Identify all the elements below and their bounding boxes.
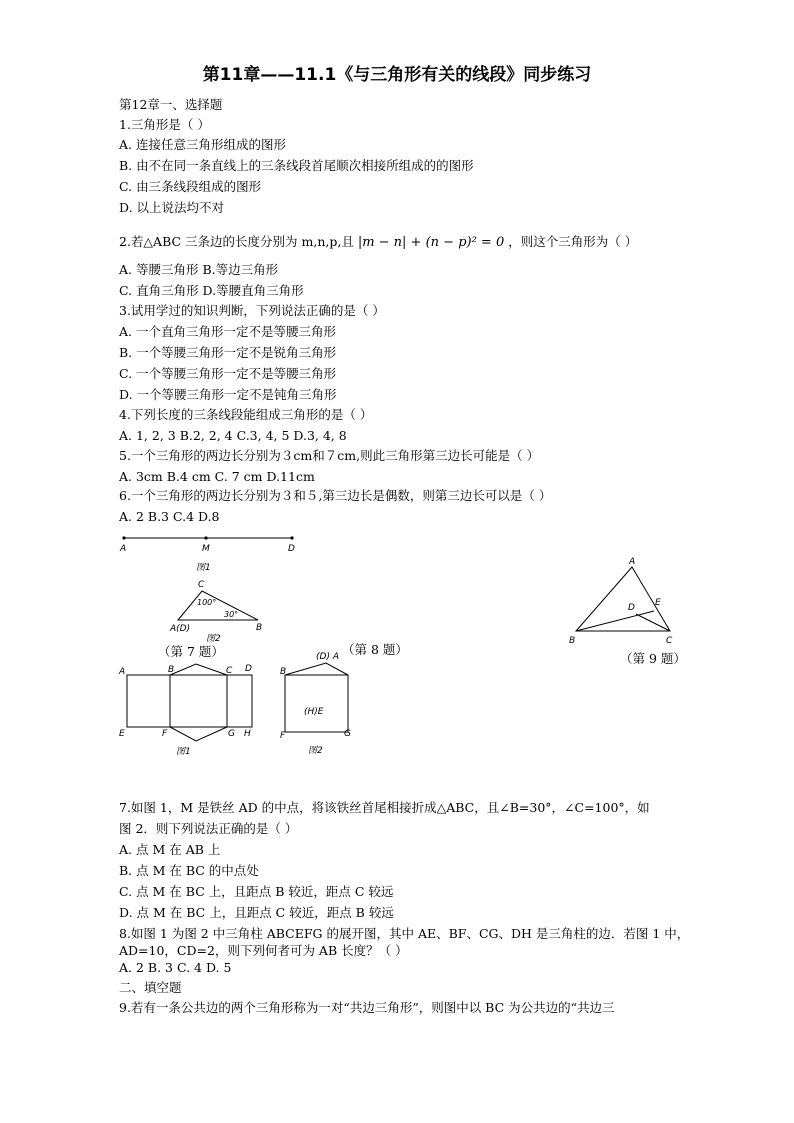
label-d: D — [628, 603, 635, 613]
question-3-option-a: A. 一个直角三角形一定不是等腰三角形 — [119, 324, 336, 339]
label-b: B — [256, 623, 263, 633]
question-3-option-c: C. 一个等腰三角形一定不是等腰三角形 — [119, 366, 337, 381]
angle-c-label: 100° — [197, 598, 217, 607]
point-a — [122, 536, 125, 539]
question-2-stem-suffix: ，则这个三角形为（ ） — [508, 234, 638, 249]
label-c: C — [666, 636, 673, 646]
figure-9-label: （第 9 题） — [620, 651, 686, 666]
question-3-option-d: D. 一个等腰三角形一定不是钝角三角形 — [119, 387, 337, 402]
label-g: G — [344, 729, 351, 739]
question-2-stem — [119, 234, 637, 251]
point-d — [290, 536, 293, 539]
figure-8-net-diagram — [116, 660, 264, 760]
figure-8-label: （第 8 题） — [342, 642, 408, 657]
figure-caption-2: 图2 — [308, 746, 323, 756]
question-2-options-cd: C. 直角三角形 D.等腰直角三角形 — [119, 283, 304, 298]
label-f: F — [162, 729, 168, 739]
angle-b-label: 30° — [224, 610, 239, 619]
label-c: C — [226, 666, 233, 676]
net-rectangle — [127, 675, 252, 727]
figure-caption-1: 图1 — [196, 563, 211, 573]
question-1-option-a: A. 连接任意三角形组成的图形 — [119, 137, 286, 152]
figure-7-label: （第 7 题） — [158, 644, 224, 659]
question-7-stem-line-2: 图 2．则下列说法正确的是（ ） — [119, 821, 298, 836]
question-8-stem-line-2: AD=10，CD=2，则下列何者可为 AB 长度？（ ） — [119, 943, 408, 958]
label-c: C — [198, 580, 205, 590]
label-d: D — [245, 664, 252, 674]
label-e: E — [119, 729, 125, 739]
label-b: B — [569, 636, 576, 646]
question-8-options: A. 2 B. 3 C. 4 D. 5 — [119, 960, 232, 975]
question-7-option-a: A. 点 M 在 AB 上 — [119, 842, 221, 857]
label-d: D — [288, 544, 295, 554]
label-he: (H)E — [304, 707, 324, 717]
point-m — [204, 536, 207, 539]
question-1-option-d: D. 以上说法均不对 — [119, 200, 225, 215]
question-5-options: A. 3cm B.4 cm C. 7 cm D.11cm — [119, 469, 315, 484]
question-2-options-ab: A. 等腰三角形 B.等边三角形 — [119, 262, 279, 277]
question-7-option-c: C. 点 M 在 BC 上，且距点 B 较近，距点 C 较远 — [119, 884, 394, 899]
net-triangle-bottom — [170, 727, 227, 741]
label-ad: A(D) — [170, 624, 191, 634]
question-6-stem: 6.一个三角形的两边长分别为３和５,第三边长是偶数，则第三边长可以是（ ） — [119, 488, 552, 503]
label-a: A — [119, 667, 126, 677]
question-7-option-d: D. 点 M 在 BC 上，且距点 C 较近，距点 B 较远 — [119, 905, 394, 920]
question-7-stem-line-1: 7.如图 1，M 是铁丝 AD 的中点，将该铁丝首尾相接折成△ABC，且∠B=30°，∠C=100°，如 — [119, 800, 650, 815]
net-triangle-top — [170, 664, 227, 675]
question-3-stem: 3.试用学过的知识判断，下列说法正确的是（ ） — [119, 303, 385, 318]
label-e: E — [655, 598, 661, 608]
figure-caption-1: 图1 — [176, 747, 191, 757]
question-2-stem-prefix: 2.若△ABC 三条边的长度分别为 m,n,p,且 — [119, 234, 354, 249]
label-g: G — [228, 729, 235, 739]
label-f: F — [280, 731, 286, 741]
triangle-abc — [178, 591, 258, 620]
question-5-stem: 5.一个三角形的两边长分别为３cm和７cm,则此三角形第三边长可能是（ ） — [119, 448, 540, 463]
question-4-options: A. 1, 2, 3 B.2, 2, 4 C.3, 4, 5 D.3, 4, 8 — [119, 428, 347, 443]
figure-7-triangle-diagram — [166, 576, 276, 644]
question-6-options: A. 2 B.3 C.4 D.8 — [119, 509, 220, 524]
question-1-option-b: B. 由不在同一条直线上的三条线段首尾顺次相接所组成的的图形 — [119, 158, 474, 173]
label-h: H — [244, 729, 251, 739]
label-b: B — [280, 667, 287, 677]
figure-8-prism-diagram — [276, 646, 366, 758]
question-3-option-b: B. 一个等腰三角形一定不是锐角三角形 — [119, 345, 337, 360]
question-7-option-b: B. 点 M 在 BC 的中点处 — [119, 863, 259, 878]
question-1-stem: 1.三角形是（ ） — [119, 117, 210, 132]
label-a: A — [120, 544, 127, 554]
figure-9-triangle-diagram — [566, 552, 690, 648]
segment-be — [576, 611, 654, 631]
label-m: M — [202, 544, 210, 554]
question-9-stem: 9.若有一条公共边的两个三角形称为一对“共边三角形”，则图中以 BC 为公共边的“共边三 — [119, 1000, 615, 1015]
page-title: 第11章——11.1《与三角形有关的线段》同步练习 — [202, 65, 592, 85]
label-da: (D) A — [316, 652, 339, 662]
figure-caption-2: 图2 — [206, 634, 221, 644]
question-2-formula: |m − n| + (n − p)² = 0 — [357, 235, 505, 250]
label-a: A — [629, 557, 636, 567]
question-4-stem: 4.下列长度的三条线段能组成三角形的是（ ） — [119, 407, 373, 422]
question-1-option-c: C. 由三条线段组成的图形 — [119, 179, 262, 194]
prism-face — [285, 675, 348, 732]
section-heading-fill-blank: 二、填空题 — [119, 980, 182, 995]
question-8-stem-line-1: 8.如图 1 为图 2 中三角柱 ABCEFG 的展开图，其中 AE、BF、CG、DH 是三角柱的边．若图 1 中， — [119, 926, 690, 941]
label-b: B — [168, 665, 175, 675]
figure-7-segment-diagram — [114, 530, 314, 575]
section-heading-choice: 第12章一、选择题 — [119, 97, 223, 112]
prism-top-triangle — [285, 663, 348, 675]
